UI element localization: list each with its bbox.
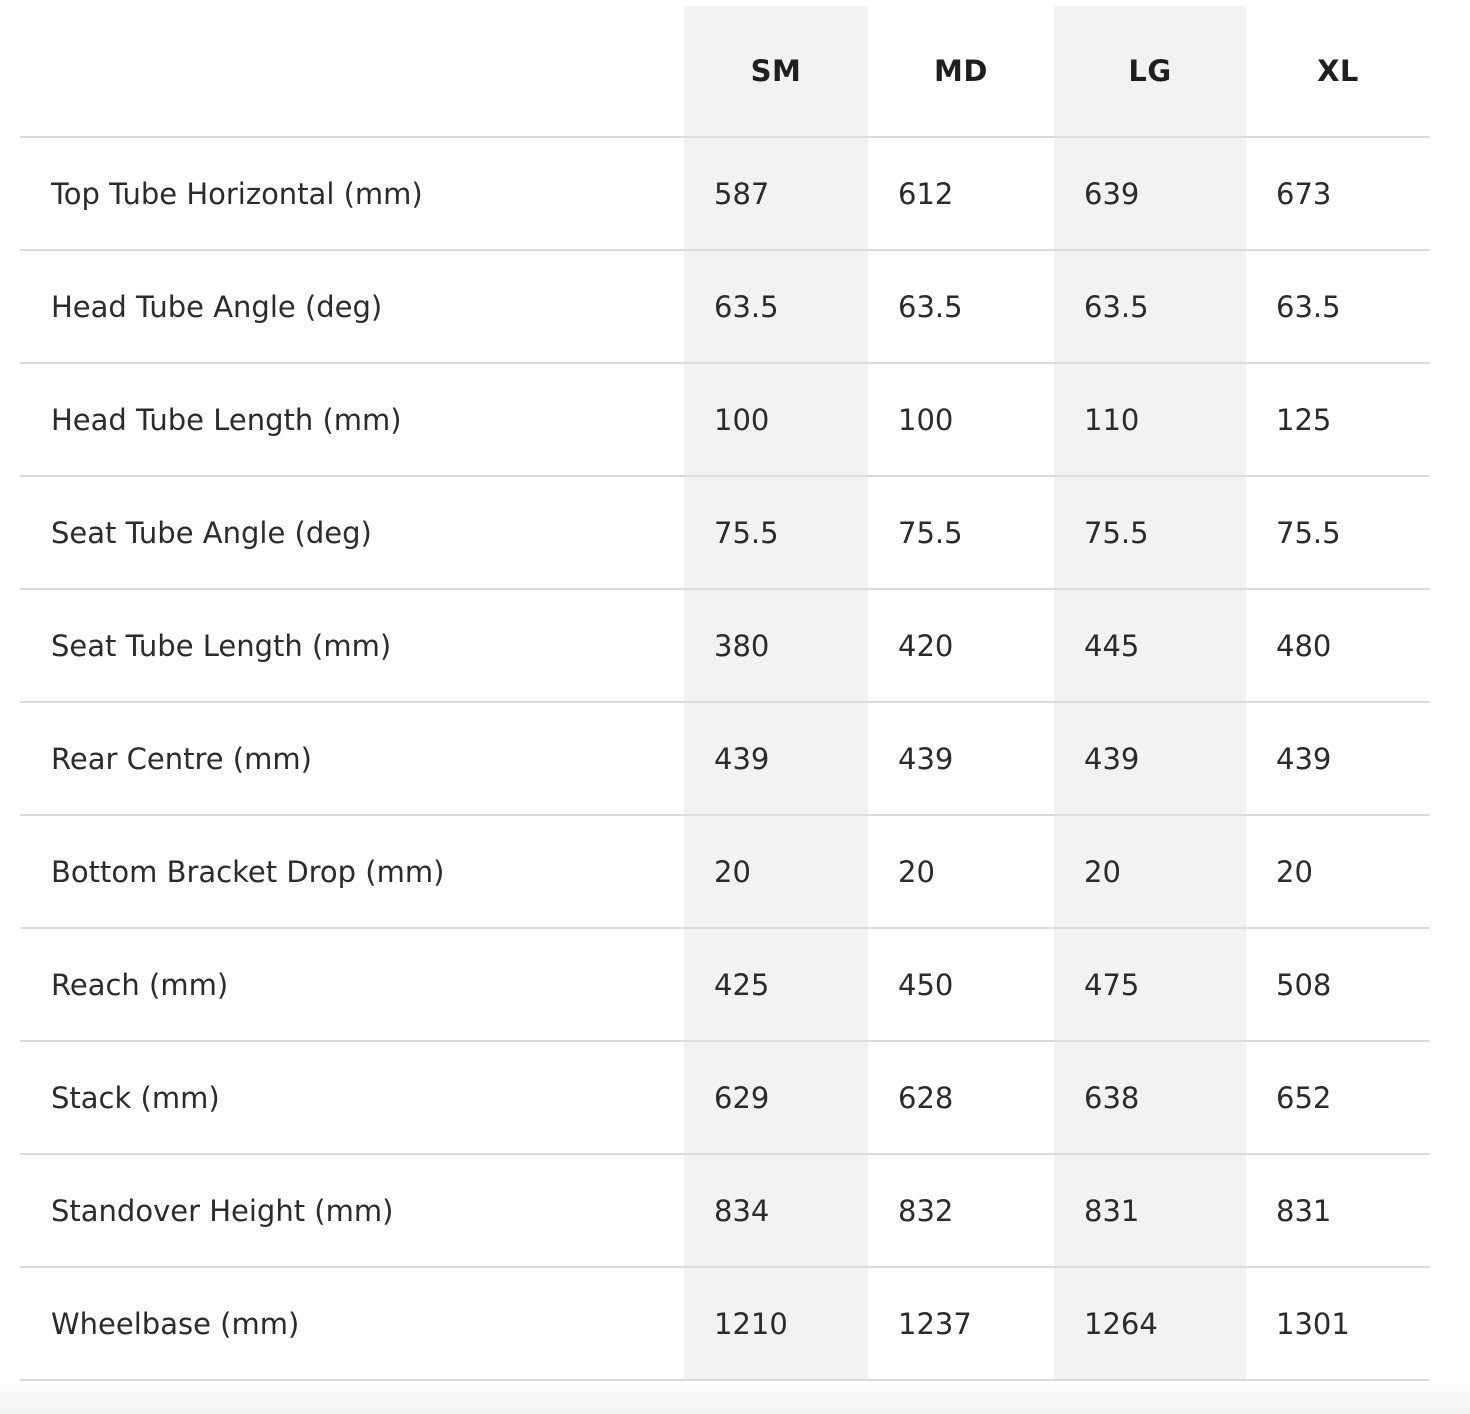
cell-sm: 629: [684, 1041, 868, 1154]
cell-lg: 75.5: [1054, 476, 1246, 589]
cell-lg: 110: [1054, 363, 1246, 476]
cell-md: 75.5: [868, 476, 1054, 589]
cell-xl: 75.5: [1246, 476, 1430, 589]
table-header: [20, 6, 1430, 137]
cell-md: 63.5: [868, 250, 1054, 363]
cell-lg: 20: [1054, 815, 1246, 928]
table-row: [20, 363, 1430, 476]
cell-xl: 63.5: [1246, 250, 1430, 363]
size-header-lg: LG: [1054, 6, 1246, 137]
table-row: [20, 1041, 1430, 1154]
cell-lg: 638: [1054, 1041, 1246, 1154]
cell-xl: 508: [1246, 928, 1430, 1041]
cell-md: 20: [868, 815, 1054, 928]
cell-xl: 652: [1246, 1041, 1430, 1154]
cell-lg: 63.5: [1054, 250, 1246, 363]
cell-md: 450: [868, 928, 1054, 1041]
cell-sm: 380: [684, 589, 868, 702]
header-row: [20, 6, 1430, 137]
cell-lg: 639: [1054, 137, 1246, 250]
table-body: [20, 137, 1430, 1380]
cell-md: 1237: [868, 1267, 1054, 1380]
cell-lg: 831: [1054, 1154, 1246, 1267]
table-row: [20, 702, 1430, 815]
size-header-xl: XL: [1246, 6, 1430, 137]
cell-lg: 439: [1054, 702, 1246, 815]
row-label: Rear Centre (mm): [20, 702, 684, 815]
cell-md: 628: [868, 1041, 1054, 1154]
cell-xl: 1301: [1246, 1267, 1430, 1380]
cell-xl: 480: [1246, 589, 1430, 702]
table-row: [20, 137, 1430, 250]
row-label: Bottom Bracket Drop (mm): [20, 815, 684, 928]
cell-sm: 75.5: [684, 476, 868, 589]
row-label: Top Tube Horizontal (mm): [20, 137, 684, 250]
cell-xl: 20: [1246, 815, 1430, 928]
table-row: [20, 1154, 1430, 1267]
cell-sm: 100: [684, 363, 868, 476]
cell-xl: 125: [1246, 363, 1430, 476]
row-label: Head Tube Length (mm): [20, 363, 684, 476]
row-label: Head Tube Angle (deg): [20, 250, 684, 363]
table-row: [20, 815, 1430, 928]
cell-lg: 445: [1054, 589, 1246, 702]
row-label: Stack (mm): [20, 1041, 684, 1154]
cell-xl: 439: [1246, 702, 1430, 815]
cell-xl: 673: [1246, 137, 1430, 250]
table-row: [20, 476, 1430, 589]
size-header-md: MD: [868, 6, 1054, 137]
table-row: [20, 1267, 1430, 1380]
size-header-sm: SM: [684, 6, 868, 137]
cell-sm: 20: [684, 815, 868, 928]
cell-sm: 1210: [684, 1267, 868, 1380]
cell-md: 832: [868, 1154, 1054, 1267]
row-label: Seat Tube Length (mm): [20, 589, 684, 702]
cell-xl: 831: [1246, 1154, 1430, 1267]
row-label: Seat Tube Angle (deg): [20, 476, 684, 589]
cell-sm: 834: [684, 1154, 868, 1267]
cell-lg: 1264: [1054, 1267, 1246, 1380]
cell-sm: 63.5: [684, 250, 868, 363]
cell-md: 612: [868, 137, 1054, 250]
header-label-cell: [20, 6, 684, 137]
cell-sm: 587: [684, 137, 868, 250]
row-label: Standover Height (mm): [20, 1154, 684, 1267]
cell-lg: 475: [1054, 928, 1246, 1041]
cell-sm: 425: [684, 928, 868, 1041]
row-label: Reach (mm): [20, 928, 684, 1041]
table-row: [20, 250, 1430, 363]
geometry-table: [20, 6, 1430, 1381]
page-bottom-edge: [0, 1384, 1470, 1414]
cell-md: 100: [868, 363, 1054, 476]
cell-sm: 439: [684, 702, 868, 815]
row-label: Wheelbase (mm): [20, 1267, 684, 1380]
cell-md: 420: [868, 589, 1054, 702]
table-row: [20, 928, 1430, 1041]
cell-md: 439: [868, 702, 1054, 815]
table-row: [20, 589, 1430, 702]
